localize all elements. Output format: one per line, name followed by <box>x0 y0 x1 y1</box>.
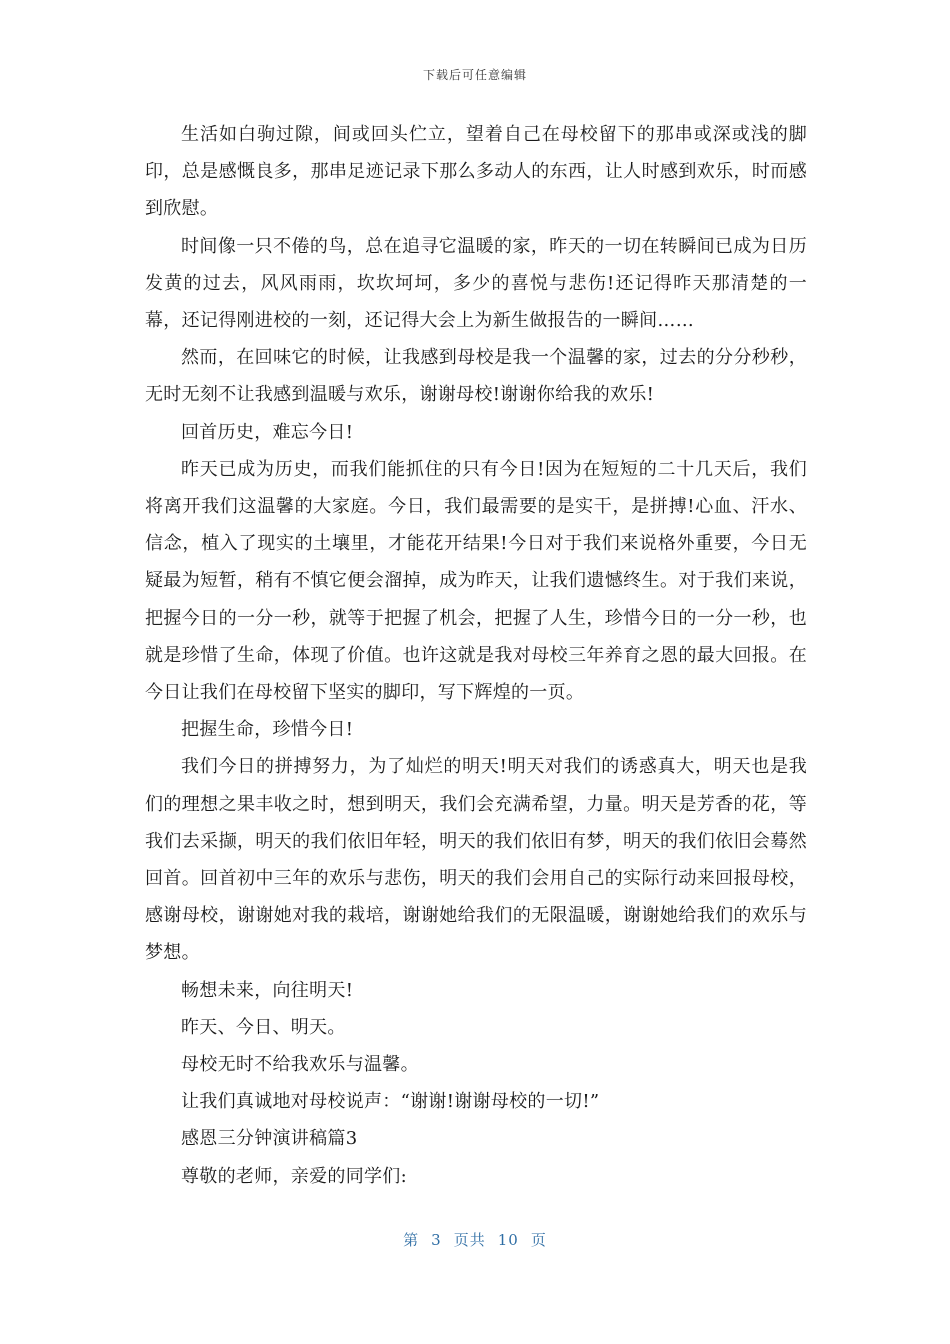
paragraph: 母校无时不给我欢乐与温馨。 <box>181 1054 419 1076</box>
article-title: 感恩三分钟演讲稿篇3 <box>181 1128 358 1150</box>
paragraph: 生活如白驹过隙，间或回头伫立，望着自己在母校留下的那串或深或浅的脚印，总是感慨良多，那串足迹记录下那么多动人的东西，让人时感到欢乐，时而感到欣慰。 <box>145 124 807 220</box>
section-heading: 畅想未来，向往明天! <box>181 979 354 1001</box>
paragraph: 我们今日的拼搏努力，为了灿烂的明天!明天对我们的诱惑真大，明天也是我们的理想之果丰收之时，想到明天，我们会充满希望，力量。明天是芳香的花，等我们去采撷，明天的我们依旧年轻，明天的我们依旧有梦，明天的我们依旧会蓦然回首。回首初中三年的欢乐与悲伤，明天的我们会用自己的实际行动来回报母校，感谢母校，谢谢她对我的栽培，谢谢她给我们的无限温暖，谢谢她给我们的欢乐与梦想。 <box>145 756 807 964</box>
paragraph: 让我们真诚地对母校说声：“谢谢!谢谢母校的一切!” <box>181 1091 600 1113</box>
section-heading: 把握生命，珍惜今日! <box>181 719 354 741</box>
paragraph: 昨天、今日、明天。 <box>181 1016 346 1038</box>
salutation: 尊敬的老师，亲爱的同学们: <box>181 1165 407 1187</box>
page-footer <box>0 1229 950 1250</box>
header-text: 下载后可任意编辑 <box>422 68 527 82</box>
document-body <box>145 116 807 1195</box>
paragraph: 然而，在回味它的时候，让我感到母校是我一个温馨的家，过去的分分秒秒，无时无刻不让我感到温暖与欢乐，谢谢母校!谢谢你给我的欢乐! <box>145 347 807 406</box>
footer-middle: 页共 <box>453 1231 486 1249</box>
total-pages-number: 10 <box>497 1231 519 1249</box>
current-page-number: 3 <box>431 1231 442 1249</box>
paragraph: 时间像一只不倦的鸟，总在追寻它温暖的家，昨天的一切在转瞬间已成为日历发黄的过去，风风雨雨，坎坎坷坷，多少的喜悦与悲伤!还记得昨天那清楚的一幕，还记得刚进校的一刻，还记得大会上为新生做报告的一瞬间…… <box>145 235 807 332</box>
section-heading: 回首历史，难忘今日! <box>181 421 354 443</box>
page-header <box>0 66 950 83</box>
paragraph: 昨天已成为历史，而我们能抓住的只有今日!因为在短短的二十几天后，我们将离开我们这温馨的大家庭。今日，我们最需要的是实干，是拼搏!心血、汗水、信念，植入了现实的土壤里，才能花开结果!今日对于我们来说格外重要，今日无疑最为短暂，稍有不慎它便会溜掉，成为昨天，让我们遗憾终生。对于我们来说，把握今日的一分一秒，就等于把握了机会，把握了人生，珍惜今日的一分一秒，也就是珍惜了生命，体现了价值。也许这就是我对母校三年养育之恩的最大回报。在今日让我们在母校留下坚实的脚印，写下辉煌的一页。 <box>145 458 807 704</box>
footer-suffix: 页 <box>530 1231 547 1249</box>
footer-prefix: 第 <box>403 1231 420 1249</box>
